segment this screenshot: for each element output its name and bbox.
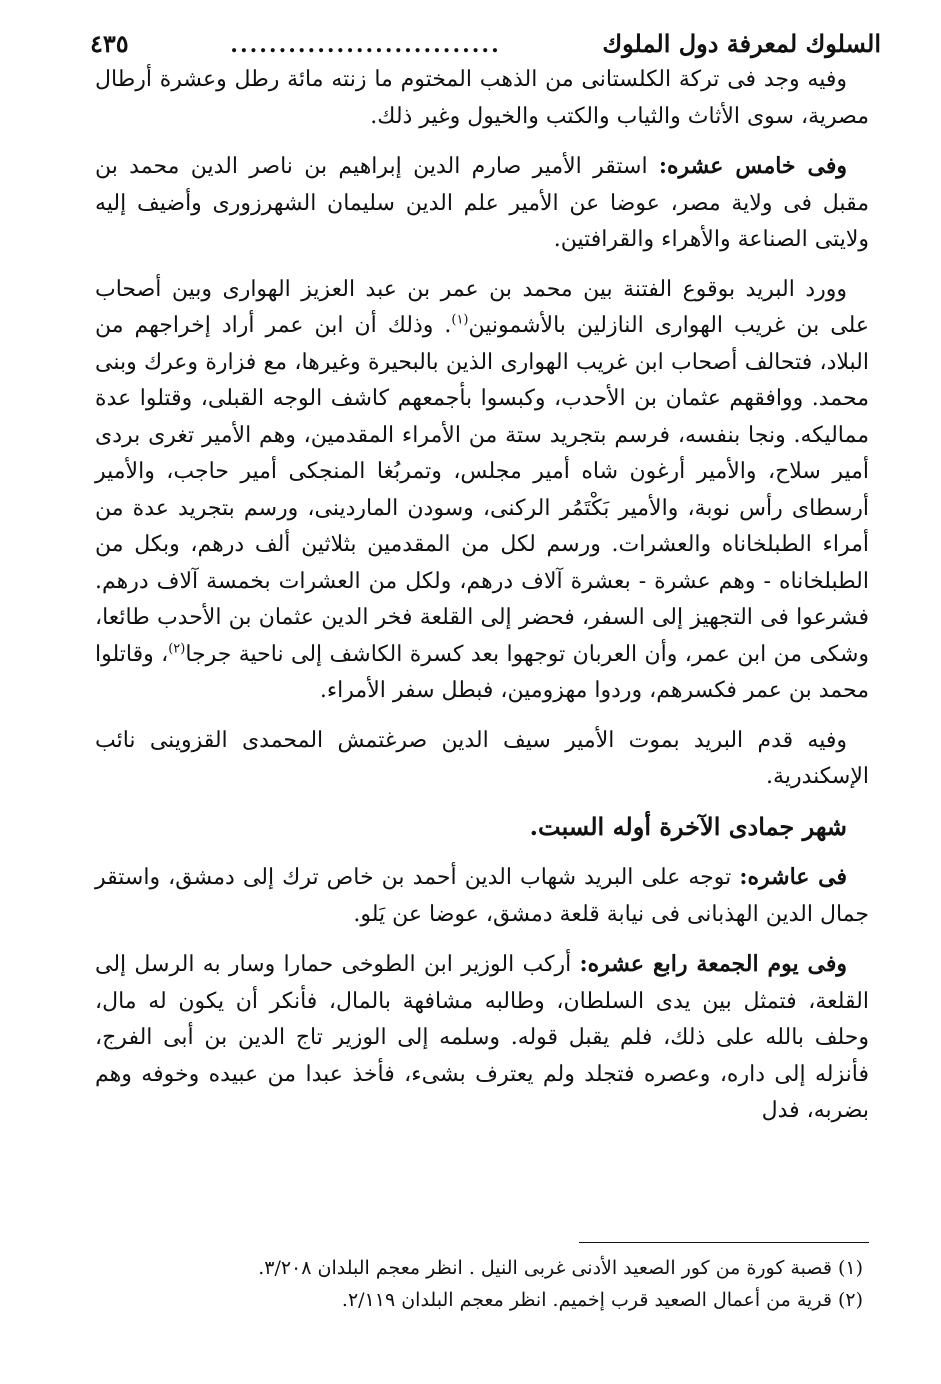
running-header — [90, 18, 881, 58]
paragraph-text: ، وقاتلوا محمد بن عمر فكسرهم، وردوا مهزومين، فبطل سفر الأمراء. — [95, 641, 869, 703]
paragraph-text: أركب الوزير ابن الطوخى حمارا وسار به الرسل إلى القلعة، فتمثل بين يدى السلطان، وطالبه مشافهة بالمال، فأنكر أن يكون له مال، وحلف بالله على ذلك، فلم يقبل قوله. وسلمه إلى الوزير تاج الدين بن أبى الفرج، فأنزله إلى داره، وعصره فتجلد ولم يعترف بشىء، فأخذ عبدا من عبيده وخوفه وهم بضربه، فدل — [95, 952, 869, 1123]
paragraph-friday — [95, 946, 869, 1130]
paragraph-tenth — [95, 859, 869, 933]
paragraph-goldlist: وفيه وجد فى تركة الكلستانى من الذهب المختوم ما زنته مائة رطل وعشرة أرطال مصرية، سوى الأثاث والثياب والكتب والخيول وغير ذلك. — [95, 67, 869, 129]
paragraph-death-news: وفيه قدم البريد بموت الأمير سيف الدين صرغتمش المحمدى القزوينى نائب الإسكندرية. — [95, 727, 869, 789]
paragraph-fitna — [95, 272, 869, 710]
footnote-1: (١) قصبة كورة من كور الصعيد الأدنى غربى النيل . انظر معجم البلدان ٣/٢٠٨. — [258, 1257, 863, 1279]
date-lead: وفى خامس عشره: — [658, 153, 847, 179]
footnotes — [180, 1252, 863, 1316]
footnote-divider — [579, 1242, 869, 1243]
date-lead: وفى يوم الجمعة رابع عشره: — [579, 951, 847, 977]
leader-dots: ............................ — [230, 32, 501, 58]
footnote-ref-2: (٢) — [168, 641, 186, 657]
month-heading: شهر جمادى الآخرة أوله السبت. — [529, 811, 847, 841]
footnote-2: (٢) قرية من أعمال الصعيد قرب إخميم. انظر معجم البلدان ٢/١١٩. — [341, 1289, 863, 1311]
paragraph-fifteenth — [95, 148, 869, 259]
paragraph-text: . وذلك أن ابن عمر أراد إخراجهم من البلاد، فتحالف أصحاب ابن غريب الهوارى الذين بالبحيرة وغيرها، مع فزارة وعرك وبنى محمد. ووافقهم عثمان بن الأحدب، وكبسوا بأجمعهم كاشف الوجه القبلى، وقتلوا عدة مماليكه. ونجا بنفسه، فرسم بتجريد ستة من الأمراء المقدمين، وهم الأمير تغرى بردى أمير سلاح، والأمير أرغون شاه أمير مجلس، وتمربُغا المنجكى أمير حاجب، والأمير أرسطاى رأس نوبة، والأمير بَكْتَمُر الركنى، وسودن الماردينى، ورسم بتجريد عدة من أمراء الطبلخاناه والعشرات. ورسم لكل من المقدمين بثلاثين ألف درهم، وبكل من الطبلخاناه - وهم عشرة - بعشرة آلاف درهم، ولكل من العشرات بخمسة آلاف درهم. فشرعوا فى التجهيز إلى السفر، فحضر إلى القلعة فخر الدين عثمان بن الأحدب طائعا، وشكى من ابن عمر، وأن العربان توجهوا بعد كسرة الكاشف إلى ناحية جرجا — [95, 313, 870, 667]
main-text — [95, 62, 869, 1143]
page-number: ٤٣٥ — [90, 29, 129, 58]
date-lead: فى عاشره: — [739, 864, 848, 890]
paragraph-text: استقر الأمير صارم الدين إبراهيم بن ناصر الدين محمد بن مقبل فى ولاية مصر، عوضا عن الأمير علم الدين سليمان الشهرزورى وأضيف إليه ولايتى الصناعة والأهراء والقرافتين. — [95, 154, 869, 252]
footnote-ref-1: (١) — [451, 312, 469, 328]
paragraph-text: توجه على البريد شهاب الدين أحمد بن خاص ترك إلى دمشق، واستقر جمال الدين الهذبانى فى نيابة قلعة دمشق، عوضا عن يَلو. — [95, 865, 869, 927]
book-title: السلوك لمعرفة دول الملوك — [602, 29, 881, 58]
paragraph-text: وورد البريد بوقوع الفتنة بين محمد بن عمر بن عبد العزيز الهوارى وبين أصحاب على بن غريب الهوارى النازلين بالأشمونين — [95, 276, 869, 338]
